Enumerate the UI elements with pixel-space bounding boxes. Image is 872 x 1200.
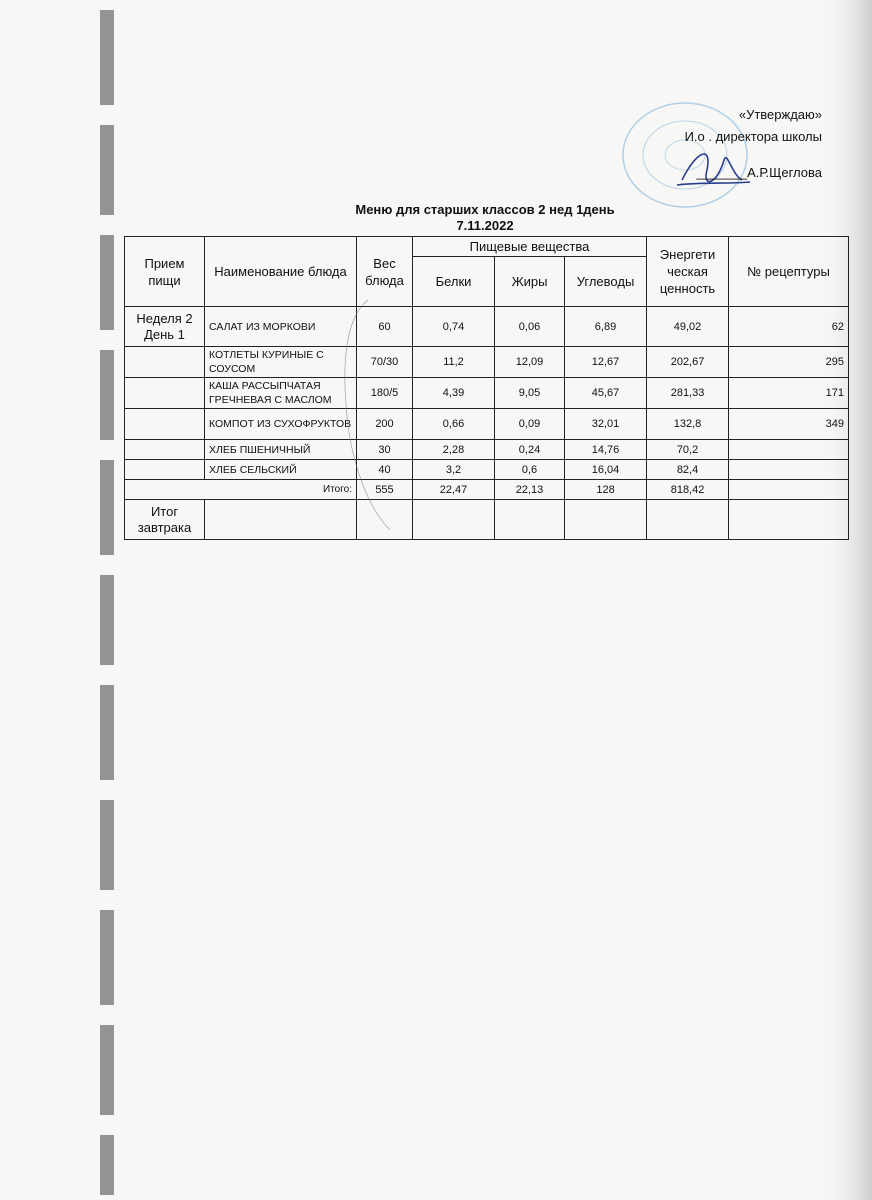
table-row [125, 307, 849, 347]
table-header-row [125, 237, 849, 257]
table-row [125, 409, 849, 440]
dish-recipe [729, 460, 849, 480]
dish-energy: 49,02 [647, 307, 729, 347]
dish-carbs: 14,76 [565, 440, 647, 460]
dish-recipe: 349 [729, 409, 849, 440]
header-recipe: № рецептуры [729, 237, 849, 307]
director-name: А.Р.Щеглова [747, 165, 822, 180]
summary-cell-empty [495, 500, 565, 540]
total-weight: 555 [357, 480, 413, 500]
dish-name: ХЛЕБ СЕЛЬСКИЙ [205, 460, 357, 480]
header-dish: Наименование блюда [205, 237, 357, 307]
dish-weight: 60 [357, 307, 413, 347]
table-row [125, 460, 849, 480]
signature-row [685, 162, 822, 184]
dish-recipe: 171 [729, 378, 849, 409]
table-row [125, 347, 849, 378]
dish-fat: 9,05 [495, 378, 565, 409]
dish-energy: 70,2 [647, 440, 729, 460]
meal-label: Неделя 2 День 1 [125, 307, 205, 347]
meal-cell-empty [125, 409, 205, 440]
dish-weight: 180/5 [357, 378, 413, 409]
dish-fat: 0,24 [495, 440, 565, 460]
summary-cell-empty [205, 500, 357, 540]
meal-cell-empty [125, 347, 205, 378]
summary-cell-empty [729, 500, 849, 540]
menu-title: Меню для старших классов 2 нед 1день [355, 202, 615, 217]
dish-name: ХЛЕБ ПШЕНИЧНЫЙ [205, 440, 357, 460]
dish-protein: 3,2 [413, 460, 495, 480]
dish-recipe: 62 [729, 307, 849, 347]
dish-weight: 70/30 [357, 347, 413, 378]
summary-row [125, 500, 849, 540]
summary-cell-empty [565, 500, 647, 540]
dish-energy: 82,4 [647, 460, 729, 480]
director-position: И.о . директора школы [684, 129, 822, 144]
dish-recipe [729, 440, 849, 460]
dish-protein: 0,74 [413, 307, 495, 347]
header-weight: Вес блюда [357, 237, 413, 307]
dish-carbs: 45,67 [565, 378, 647, 409]
dish-carbs: 6,89 [565, 307, 647, 347]
dish-weight: 40 [357, 460, 413, 480]
dish-name: КАША РАССЫПЧАТАЯ ГРЕЧНЕВАЯ С МАСЛОМ [205, 378, 357, 409]
dish-fat: 12,09 [495, 347, 565, 378]
dish-energy: 202,67 [647, 347, 729, 378]
menu-title-block [120, 202, 850, 234]
dish-fat: 0,06 [495, 307, 565, 347]
summary-cell-empty [647, 500, 729, 540]
menu-date: 7.11.2022 [456, 218, 514, 233]
total-label: Итого: [125, 480, 357, 500]
total-recipe-empty [729, 480, 849, 500]
total-fat: 22,13 [495, 480, 565, 500]
dish-energy: 132,8 [647, 409, 729, 440]
dish-carbs: 32,01 [565, 409, 647, 440]
dish-name: КОТЛЕТЫ КУРИНЫЕ С СОУСОМ [205, 347, 357, 378]
hand-drawn-mark [340, 295, 400, 535]
meal-cell-empty [125, 460, 205, 480]
dish-fat: 0,09 [495, 409, 565, 440]
header-protein: Белки [413, 257, 495, 307]
dish-name: САЛАТ ИЗ МОРКОВИ [205, 307, 357, 347]
total-carbs: 128 [565, 480, 647, 500]
dish-energy: 281,33 [647, 378, 729, 409]
meal-cell-empty [125, 440, 205, 460]
scan-edge-right [820, 0, 872, 1200]
menu-table [124, 236, 849, 540]
dish-weight: 200 [357, 409, 413, 440]
dish-recipe: 295 [729, 347, 849, 378]
header-fat: Жиры [495, 257, 565, 307]
total-protein: 22,47 [413, 480, 495, 500]
summary-cell-empty [413, 500, 495, 540]
header-nutrients: Пищевые вещества [413, 237, 647, 257]
dish-protein: 11,2 [413, 347, 495, 378]
total-energy: 818,42 [647, 480, 729, 500]
summary-label: Итог завтрака [125, 500, 205, 540]
meal-cell-empty [125, 378, 205, 409]
header-meal: Прием пищи [125, 237, 205, 307]
dish-fat: 0,6 [495, 460, 565, 480]
total-row [125, 480, 849, 500]
dish-carbs: 16,04 [565, 460, 647, 480]
table-row [125, 440, 849, 460]
dish-name: КОМПОТ ИЗ СУХОФРУКТОВ [205, 409, 357, 440]
header-carbs: Углеводы [565, 257, 647, 307]
header-energy: Энергети ческая ценность [647, 237, 729, 307]
dish-protein: 4,39 [413, 378, 495, 409]
signature-line: _______ [696, 165, 748, 180]
dish-carbs: 12,67 [565, 347, 647, 378]
approve-text: «Утверждаю» [738, 107, 822, 122]
approval-block [685, 104, 822, 184]
table-row [125, 378, 849, 409]
scan-binding-marks-left [92, 0, 132, 1200]
dish-protein: 0,66 [413, 409, 495, 440]
dish-weight: 30 [357, 440, 413, 460]
dish-protein: 2,28 [413, 440, 495, 460]
